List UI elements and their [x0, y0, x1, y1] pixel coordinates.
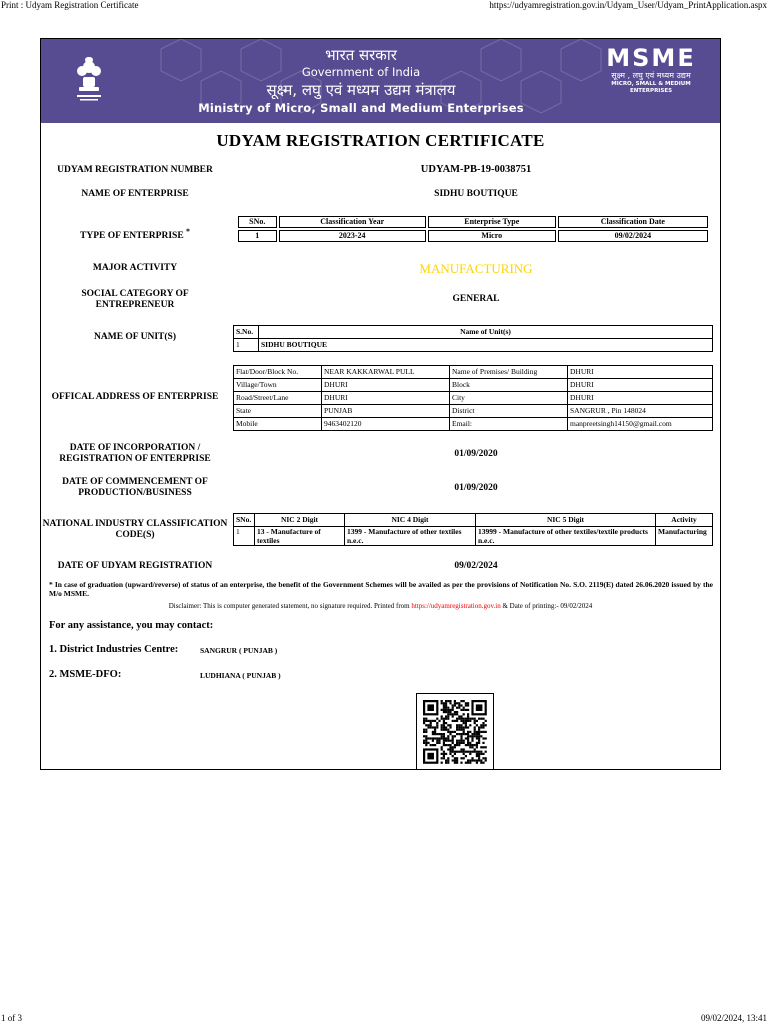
state-emblem: [71, 47, 107, 107]
classification-cell-type: Micro: [428, 230, 556, 242]
msme-logo-english: MICRO, SMALL & MEDIUM ENTERPRISES: [611, 81, 691, 94]
address-field-value: NEAR KAKKARWAL PULL: [322, 366, 450, 379]
address-field-label: City: [450, 392, 568, 405]
english-ministry-title: Ministry of Micro, Small and Medium Enterprises: [198, 101, 524, 115]
udyam-portal-link[interactable]: https://udyamregistration.gov.in: [411, 602, 501, 610]
enterprise-type-label: [41, 226, 229, 242]
address-field-label: State: [234, 405, 322, 418]
msme-logo-hindi: सूक्ष्म , लघु एवं मध्यम उद्यम: [611, 71, 691, 80]
incorporation-date-value: 01/09/2020: [454, 449, 498, 459]
dfo-label: 2. MSME-DFO:: [49, 669, 122, 680]
msme-logo-word: MSME: [606, 44, 696, 72]
government-heading: [191, 45, 531, 116]
page-count: 1 of 3: [1, 1013, 22, 1023]
print-footer: [0, 1012, 768, 1024]
dic-value: SANGRUR ( PUNJAB ): [200, 646, 278, 655]
print-header: [0, 0, 768, 12]
hindi-government-title: भारत सरकार: [325, 46, 397, 64]
disclaimer: [41, 602, 720, 610]
nic-header-activity: Activity: [656, 514, 713, 527]
certificate-title: UDYAM REGISTRATION CERTIFICATE: [216, 131, 545, 150]
units-cell-name: SIDHU BOUTIQUE: [259, 339, 713, 352]
nic-header-sno: SNo.: [234, 514, 255, 527]
print-timestamp: 09/02/2024, 13:41: [700, 1013, 767, 1023]
enterprise-name-label: NAME OF ENTERPRISE: [81, 189, 189, 199]
print-header-url: https://udyamregistration.gov.in/Udyam_User/Udyam_PrintApplication.aspx: [489, 0, 767, 10]
ministry-banner: [41, 39, 720, 123]
incorporation-date-label: DATE OF INCORPORATION / REGISTRATION OF ENTERPRISE: [59, 443, 211, 464]
address-field-value: DHURI: [568, 379, 713, 392]
units-label: NAME OF UNIT(S): [94, 332, 176, 342]
address-field-value: DHURI: [322, 392, 450, 405]
disclaimer-print-date: & Date of printing:- 09/02/2024: [500, 602, 593, 610]
classification-cell-year: 2023-24: [279, 230, 426, 242]
graduation-footnote: * In case of graduation (upward/reverse) of status of an enterprise, the benefit of the Government Schemes will be availed as per the provisions of Notification No. S.O. 2119(E) dated 26.06.2020 issued by the M/o MSME.: [49, 580, 713, 598]
address-field-value: DHURI: [322, 379, 450, 392]
address-field-label: Flat/Door/Block No.: [234, 366, 322, 379]
units-header-name: Name of Unit(s): [259, 326, 713, 339]
nic-header-2digit: NIC 2 Digit: [255, 514, 345, 527]
address-row: [234, 392, 713, 405]
address-table: [233, 365, 713, 431]
nic-cell-activity: Manufacturing: [656, 527, 713, 546]
major-activity-value: MANUFACTURING: [419, 261, 533, 276]
nic-header-4digit: NIC 4 Digit: [345, 514, 476, 527]
major-activity-label: MAJOR ACTIVITY: [92, 263, 178, 273]
msme-logo: [596, 45, 706, 95]
udyam-date-label: DATE OF UDYAM REGISTRATION: [57, 561, 213, 571]
commencement-date-value: 01/09/2020: [454, 483, 498, 493]
lion-emblem-icon: [71, 47, 107, 107]
dic-label: 1. District Industries Centre:: [49, 644, 179, 655]
address-field-value: SANGRUR , Pin 148024: [568, 405, 713, 418]
enterprise-name-value: SIDHU BOUTIQUE: [434, 189, 518, 199]
address-field-value: manpreetsingh14150@gmail.com: [568, 418, 713, 431]
social-category-value: GENERAL: [452, 294, 500, 304]
address-label: OFFICAL ADDRESS OF ENTERPRISE: [51, 392, 219, 402]
units-cell-sno: 1: [234, 339, 259, 352]
reg-number-value: UDYAM-PB-19-0038751: [420, 164, 532, 175]
address-field-value: DHURI: [568, 392, 713, 405]
classification-header-year: Classification Year: [279, 216, 426, 228]
hindi-ministry-title: सूक्ष्म, लघु एवं मध्यम उद्यम मंत्रालय: [266, 81, 456, 99]
qr-code: [416, 693, 494, 770]
udyam-date-value: 09/02/2024: [454, 561, 498, 571]
address-field-value: 9463402120: [322, 418, 450, 431]
address-row: [234, 379, 713, 392]
asterisk-mark: *: [186, 227, 190, 236]
address-field-value: PUNJAB: [322, 405, 450, 418]
address-field-label: Village/Town: [234, 379, 322, 392]
address-field-label: Mobile: [234, 418, 322, 431]
address-field-label: District: [450, 405, 568, 418]
social-category-label: SOCIAL CATEGORY OF ENTREPRENEUR: [81, 289, 189, 310]
print-header-title: Print : Udyam Registration Certificate: [1, 0, 139, 10]
nic-header-5digit: NIC 5 Digit: [476, 514, 656, 527]
classification-cell-date: 09/02/2024: [558, 230, 708, 242]
classification-header-sno: SNo.: [238, 216, 277, 228]
classification-cell-sno: 1: [238, 230, 277, 242]
address-row: [234, 366, 713, 379]
address-row: [234, 418, 713, 431]
nic-codes-table: [233, 513, 713, 546]
units-header-sno: S.No.: [234, 326, 259, 339]
nic-cell-2digit: 13 - Manufacture of textiles: [255, 527, 345, 546]
nic-codes-label: NATIONAL INDUSTRY CLASSIFICATION CODE(S): [42, 519, 228, 540]
qr-code-icon: [417, 694, 493, 769]
classification-header-date: Classification Date: [558, 216, 708, 228]
address-field-label: Name of Premises/ Building: [450, 366, 568, 379]
classification-table: [236, 214, 710, 244]
english-government-title: Government of India: [301, 65, 421, 79]
address-field-label: Email:: [450, 418, 568, 431]
enterprise-type-label-text: TYPE OF ENTERPRISE: [80, 231, 184, 242]
nic-cell-5digit: 13999 - Manufacture of other textiles/textile products n.e.c.: [476, 527, 656, 546]
contact-heading: For any assistance, you may contact:: [49, 620, 214, 631]
nic-cell-sno: 1: [234, 527, 255, 546]
certificate: [40, 38, 721, 770]
dfo-value: LUDHIANA ( PUNJAB ): [200, 671, 281, 680]
reg-number-label: UDYAM REGISTRATION NUMBER: [57, 165, 213, 175]
classification-header-type: Enterprise Type: [428, 216, 556, 228]
units-table: [233, 325, 713, 352]
address-field-label: Block: [450, 379, 568, 392]
nic-cell-4digit: 1399 - Manufacture of other textiles n.e.c.: [345, 527, 476, 546]
commencement-date-label: DATE OF COMMENCEMENT OF PRODUCTION/BUSINESS: [62, 477, 208, 498]
address-field-label: Road/Street/Lane: [234, 392, 322, 405]
disclaimer-text: Disclaimer: This is computer generated statement, no signature required. Printed from: [168, 602, 412, 610]
address-field-value: DHURI: [568, 366, 713, 379]
address-row: [234, 405, 713, 418]
